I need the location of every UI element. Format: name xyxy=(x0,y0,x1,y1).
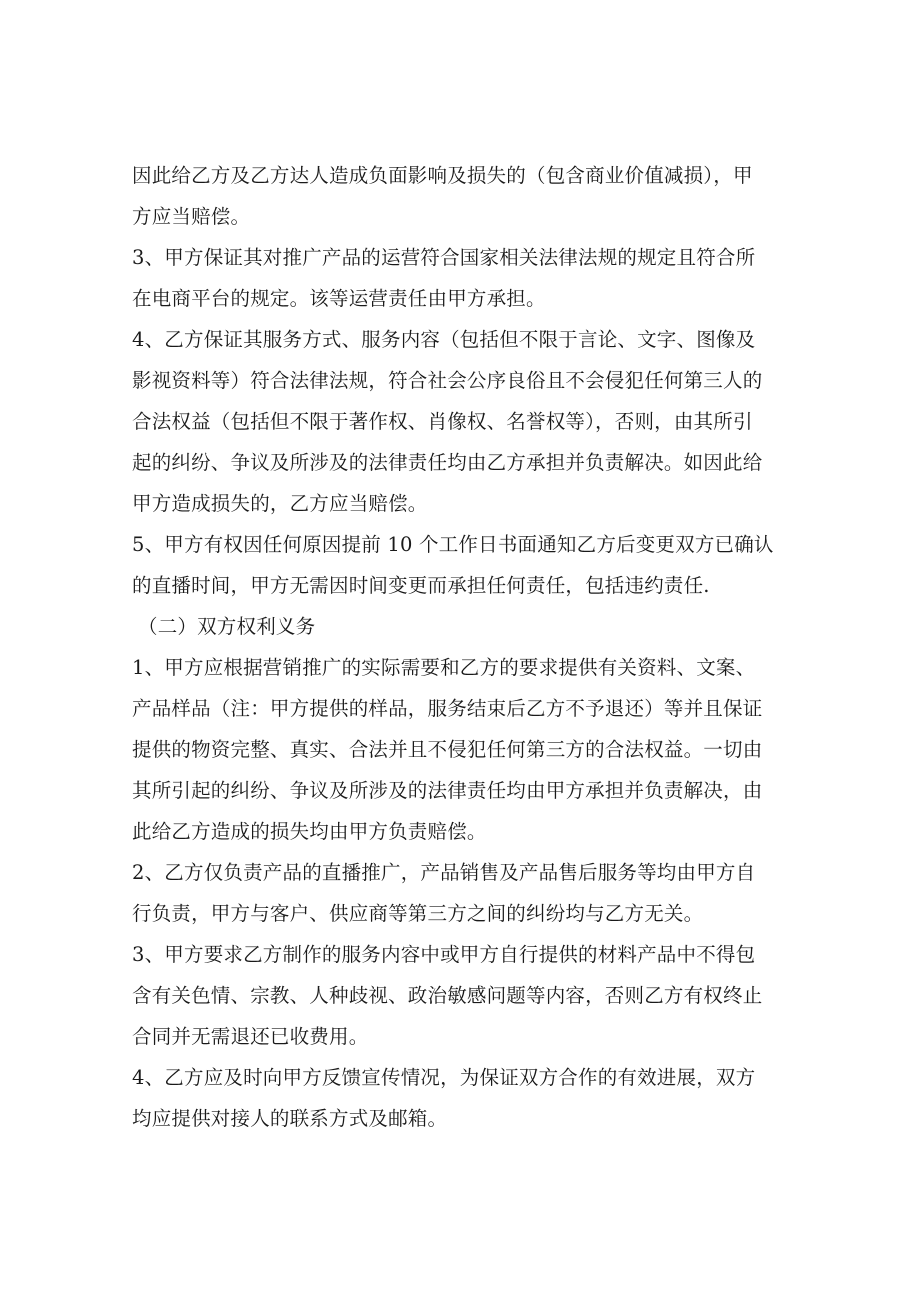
text-line: 5、甲方有权因任何原因提前 10 个工作日书面通知乙方后变更双方已确认 xyxy=(132,533,774,556)
text-line: 2、乙方仅负责产品的直播推广，产品销售及产品售后服务等均由甲方自 xyxy=(132,861,756,884)
text-line: 4、乙方应及时向甲方反馈宣传情况，为保证双方合作的有效进展，双方 xyxy=(132,1066,756,1089)
text-line: 其所引起的纠纷、争议及所涉及的法律责任均由甲方承担并负责解决，由 xyxy=(132,779,763,802)
text-line: 3、甲方保证其对推广产品的运营符合国家相关法律法规的规定且符合所 xyxy=(132,246,756,269)
text-line: 1、甲方应根据营销推广的实际需要和乙方的要求提供有关资料、文案、 xyxy=(132,656,756,679)
text-line: 此给乙方造成的损失均由甲方负责赔偿。 xyxy=(132,820,487,843)
text-line: 均应提供对接人的联系方式及邮箱。 xyxy=(132,1107,448,1130)
text-line: 在电商平台的规定。该等运营责任由甲方承担。 xyxy=(132,287,546,310)
text-line: 起的纠纷、争议及所涉及的法律责任均由乙方承担并负责解决。如因此给 xyxy=(132,451,763,474)
text-line: 合同并无需退还已收费用。 xyxy=(132,1025,369,1048)
text-line: 行负责，甲方与客户、供应商等第三方之间的纠纷均与乙方无关。 xyxy=(132,902,704,925)
text-line: 影视资料等）符合法律法规，符合社会公序良俗且不会侵犯任何第三人的 xyxy=(132,369,763,392)
text-line: 合法权益（包括但不限于著作权、肖像权、名誉权等），否则，由其所引 xyxy=(132,410,753,433)
text-line: 因此给乙方及乙方达人造成负面影响及损失的（包含商业价值减损），甲 xyxy=(132,164,753,187)
text-line: 含有关色情、宗教、人种歧视、政治敏感问题等内容，否则乙方有权终止 xyxy=(132,984,763,1007)
text-line: 的直播时间，甲方无需因时间变更而承担任何责任，包括违约责任. xyxy=(132,574,710,597)
section-heading: （二）双方权利义务 xyxy=(138,615,316,638)
text-line: 3、甲方要求乙方制作的服务内容中或甲方自行提供的材料产品中不得包 xyxy=(132,943,756,966)
document-body xyxy=(132,155,782,1139)
text-line: 提供的物资完整、真实、合法并且不侵犯任何第三方的合法权益。一切由 xyxy=(132,738,763,761)
text-line: 甲方造成损失的，乙方应当赔偿。 xyxy=(132,492,428,515)
text-line: 方应当赔偿。 xyxy=(132,205,251,228)
text-line: 产品样品（注：甲方提供的样品，服务结束后乙方不予退还）等并且保证 xyxy=(132,697,763,720)
text-line: 4、乙方保证其服务方式、服务内容（包括但不限于言论、文字、图像及 xyxy=(132,328,756,351)
